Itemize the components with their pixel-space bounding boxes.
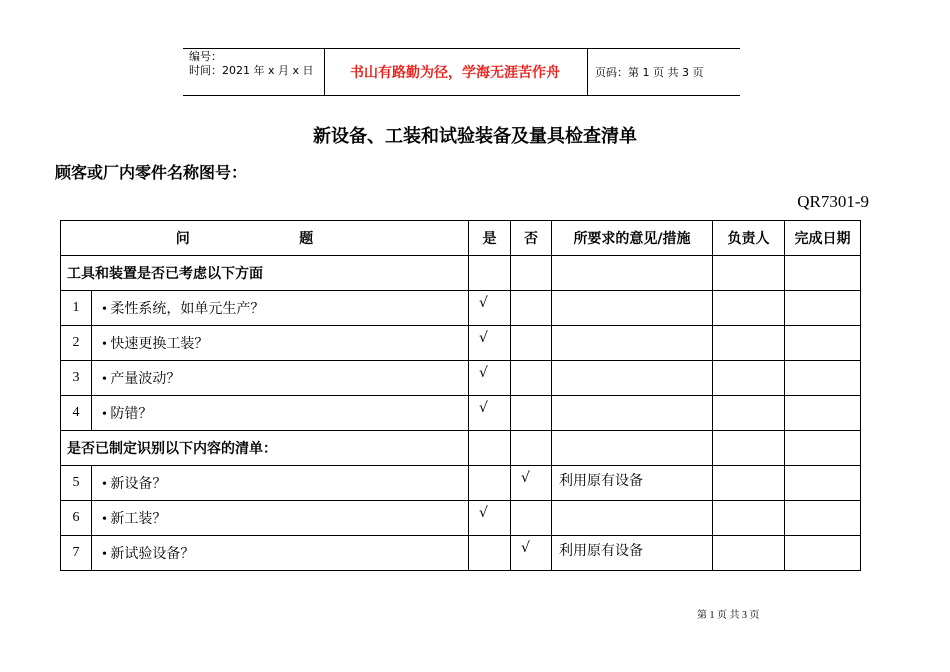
- yes-mark: √: [469, 501, 511, 536]
- row-number: 4: [61, 396, 92, 431]
- yes-mark: √: [469, 396, 511, 431]
- question-header-char: 问: [175, 231, 190, 247]
- question-text: • 新设备？: [92, 466, 469, 501]
- opinion-cell: 利用原有设备: [552, 466, 713, 501]
- row-number: 7: [61, 536, 92, 571]
- date-cell: [785, 466, 861, 501]
- motto: 书山有路勤为径，学海无涯苦作舟: [350, 65, 560, 81]
- section-title: 工具和装置是否已考虑以下方面: [61, 256, 469, 291]
- question-text: • 防错？: [92, 396, 469, 431]
- document-header: [183, 48, 740, 96]
- owner-cell: [713, 326, 785, 361]
- question-header: [61, 221, 469, 256]
- section-row: [61, 256, 861, 291]
- yes-mark: [469, 466, 511, 501]
- date-cell: [785, 536, 861, 571]
- header-meta: [189, 50, 314, 78]
- yes-mark: √: [469, 361, 511, 396]
- empty-cell: [469, 431, 511, 466]
- header-divider: [587, 48, 588, 96]
- row-number: 1: [61, 291, 92, 326]
- empty-cell: [713, 431, 785, 466]
- empty-cell: [552, 431, 713, 466]
- question-text: • 快速更换工装？: [92, 326, 469, 361]
- owner-cell: [713, 536, 785, 571]
- empty-cell: [785, 431, 861, 466]
- table-row: [61, 291, 861, 326]
- form-code: QR7301-9: [797, 192, 869, 211]
- table-header-row: [61, 221, 861, 256]
- question-text: • 新试验设备？: [92, 536, 469, 571]
- date-cell: [785, 361, 861, 396]
- page-footer: 第 1 页 共 3 页: [697, 610, 760, 621]
- date-cell: [785, 501, 861, 536]
- checklist-table: [60, 220, 861, 571]
- no-mark: [511, 326, 552, 361]
- number-label: 编号：: [189, 50, 222, 63]
- time-label: 时间：2021 年 x 月 x 日: [189, 64, 314, 77]
- opinion-cell: [552, 361, 713, 396]
- page-label: 页码：第 1 页 共 3 页: [595, 66, 704, 79]
- opinion-cell: 利用原有设备: [552, 536, 713, 571]
- table-row: [61, 501, 861, 536]
- section-title: 是否已制定识别以下内容的清单：: [61, 431, 469, 466]
- question-header-char: 题: [299, 231, 314, 247]
- empty-cell: [511, 256, 552, 291]
- empty-cell: [713, 256, 785, 291]
- question-text: • 新工装？: [92, 501, 469, 536]
- owner-header: 负责人: [713, 221, 785, 256]
- no-mark: √: [511, 466, 552, 501]
- owner-cell: [713, 466, 785, 501]
- row-number: 6: [61, 501, 92, 536]
- owner-cell: [713, 396, 785, 431]
- yes-mark: [469, 536, 511, 571]
- no-mark: [511, 396, 552, 431]
- yes-header: 是: [469, 221, 511, 256]
- no-header: 否: [511, 221, 552, 256]
- row-number: 3: [61, 361, 92, 396]
- opinion-cell: [552, 396, 713, 431]
- customer-label: 顾客或厂内零件名称图号：: [55, 163, 248, 182]
- no-mark: √: [511, 536, 552, 571]
- opinion-cell: [552, 326, 713, 361]
- empty-cell: [785, 256, 861, 291]
- no-mark: [511, 361, 552, 396]
- date-header: 完成日期: [785, 221, 861, 256]
- empty-cell: [469, 256, 511, 291]
- yes-mark: √: [469, 291, 511, 326]
- section-row: [61, 431, 861, 466]
- empty-cell: [511, 431, 552, 466]
- table-row: [61, 326, 861, 361]
- yes-mark: √: [469, 326, 511, 361]
- date-cell: [785, 291, 861, 326]
- row-number: 2: [61, 326, 92, 361]
- opinion-cell: [552, 501, 713, 536]
- owner-cell: [713, 361, 785, 396]
- no-mark: [511, 291, 552, 326]
- no-mark: [511, 501, 552, 536]
- opinion-header: 所要求的意见/措施: [552, 221, 713, 256]
- question-text: • 柔性系统，如单元生产？: [92, 291, 469, 326]
- table-row: [61, 396, 861, 431]
- owner-cell: [713, 291, 785, 326]
- opinion-cell: [552, 291, 713, 326]
- date-cell: [785, 396, 861, 431]
- owner-cell: [713, 501, 785, 536]
- date-cell: [785, 326, 861, 361]
- table-row: [61, 466, 861, 501]
- row-number: 5: [61, 466, 92, 501]
- table-row: [61, 536, 861, 571]
- empty-cell: [552, 256, 713, 291]
- document-title: 新设备、工装和试验装备及量具检查清单: [313, 126, 637, 147]
- table-row: [61, 361, 861, 396]
- question-text: • 产量波动？: [92, 361, 469, 396]
